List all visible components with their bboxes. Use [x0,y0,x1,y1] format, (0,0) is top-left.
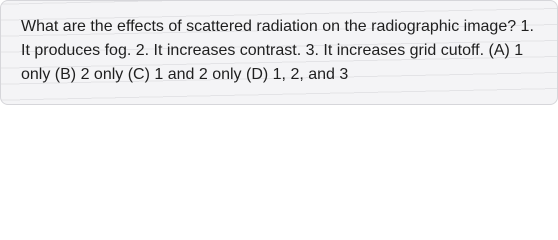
question-card [0,0,558,105]
question-text: What are the effects of scattered radiation on the radiographic image? 1. It produces fog. 2. It increases contrast. 3. It increases grid cutoff. (A) 1 only (B) 2 only (C) 1 and 2 only (D) 1, 2, and 3 [21,18,534,83]
